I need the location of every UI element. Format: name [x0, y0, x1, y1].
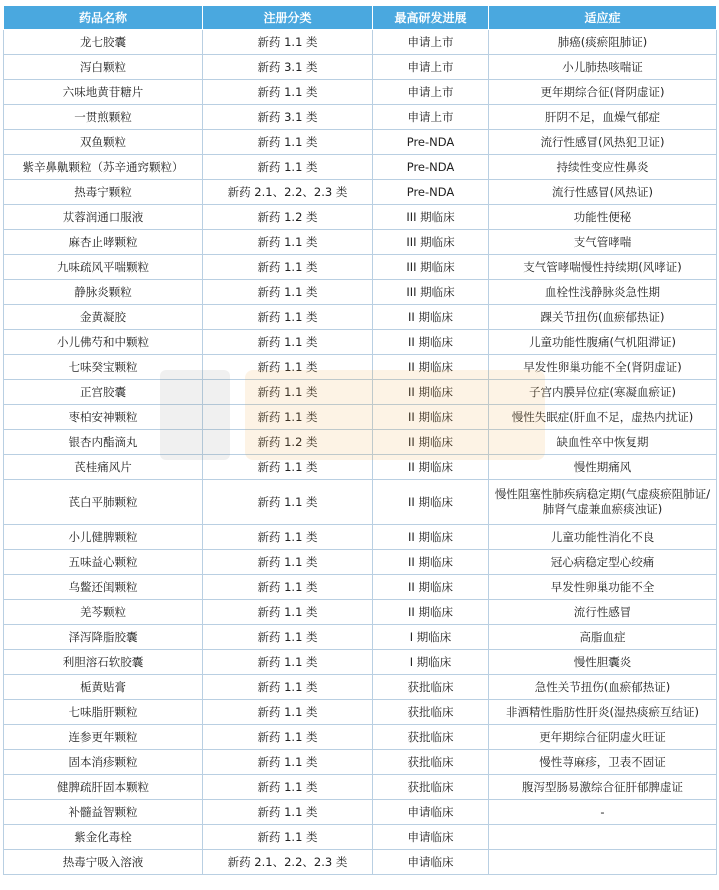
header-drug-name: 药品名称 [4, 6, 203, 30]
cell-registration-class: 新药 1.1 类 [203, 455, 373, 480]
cell-drug-name: 小儿佛芍和中颗粒 [4, 330, 203, 355]
cell-indication: 高脂血症 [489, 625, 717, 650]
cell-indication: 早发性卵巢功能不全 [489, 575, 717, 600]
table-row [4, 205, 717, 230]
cell-drug-name: 健脾疏肝固本颗粒 [4, 775, 203, 800]
table-row [4, 355, 717, 380]
cell-indication: 流行性感冒(风热证) [489, 180, 717, 205]
cell-stage: 获批临床 [373, 775, 489, 800]
table-row [4, 650, 717, 675]
cell-registration-class: 新药 1.1 类 [203, 600, 373, 625]
cell-drug-name: 银杏内酯滴丸 [4, 430, 203, 455]
cell-registration-class: 新药 1.1 类 [203, 650, 373, 675]
cell-stage: III 期临床 [373, 280, 489, 305]
cell-drug-name: 枣柏安神颗粒 [4, 405, 203, 430]
table-row [4, 625, 717, 650]
cell-indication: 子宫内膜异位症(寒凝血瘀证) [489, 380, 717, 405]
cell-indication: 腹泻型肠易激综合征肝郁脾虚证 [489, 775, 717, 800]
cell-indication: 血栓性浅静脉炎急性期 [489, 280, 717, 305]
header-registration-class: 注册分类 [203, 6, 373, 30]
cell-drug-name: 泻白颗粒 [4, 55, 203, 80]
cell-drug-name: 七味癸宝颗粒 [4, 355, 203, 380]
cell-drug-name: 紫辛鼻鼽颗粒（苏辛通窍颗粒） [4, 155, 203, 180]
cell-stage: Pre-NDA [373, 180, 489, 205]
cell-registration-class: 新药 1.2 类 [203, 430, 373, 455]
cell-registration-class: 新药 1.1 类 [203, 330, 373, 355]
cell-stage: II 期临床 [373, 305, 489, 330]
cell-indication: 儿童功能性消化不良 [489, 525, 717, 550]
cell-stage: II 期临床 [373, 525, 489, 550]
cell-registration-class: 新药 1.2 类 [203, 205, 373, 230]
table-row [4, 180, 717, 205]
cell-stage: II 期临床 [373, 330, 489, 355]
cell-drug-name: 九味疏风平喘颗粒 [4, 255, 203, 280]
table-row [4, 850, 717, 875]
cell-stage: 获批临床 [373, 750, 489, 775]
cell-stage: III 期临床 [373, 255, 489, 280]
cell-indication: 慢性失眠症(肝血不足，虚热内扰证) [489, 405, 717, 430]
table-row [4, 455, 717, 480]
cell-drug-name: 七味脂肝颗粒 [4, 700, 203, 725]
cell-stage: Pre-NDA [373, 130, 489, 155]
cell-stage: II 期临床 [373, 550, 489, 575]
cell-drug-name: 静脉炎颗粒 [4, 280, 203, 305]
cell-indication: 更年期综合征阴虚火旺证 [489, 725, 717, 750]
cell-stage: II 期临床 [373, 455, 489, 480]
cell-registration-class: 新药 1.1 类 [203, 480, 373, 525]
cell-registration-class: 新药 1.1 类 [203, 550, 373, 575]
cell-indication: 慢性期痛风 [489, 455, 717, 480]
cell-registration-class: 新药 2.1、2.2、2.3 类 [203, 180, 373, 205]
cell-stage: 申请上市 [373, 55, 489, 80]
cell-indication: 缺血性卒中恢复期 [489, 430, 717, 455]
table-row [4, 130, 717, 155]
cell-indication: 肺癌(痰瘀阻肺证) [489, 30, 717, 55]
cell-drug-name: 热毒宁颗粒 [4, 180, 203, 205]
cell-drug-name: 龙七胶囊 [4, 30, 203, 55]
table-row [4, 775, 717, 800]
cell-drug-name: 羌芩颗粒 [4, 600, 203, 625]
cell-drug-name: 紫金化毒栓 [4, 825, 203, 850]
cell-registration-class: 新药 1.1 类 [203, 130, 373, 155]
cell-drug-name: 泽泻降脂胶囊 [4, 625, 203, 650]
cell-stage: 申请上市 [373, 30, 489, 55]
table-row [4, 380, 717, 405]
cell-registration-class: 新药 1.1 类 [203, 280, 373, 305]
cell-drug-name: 麻杏止哮颗粒 [4, 230, 203, 255]
cell-drug-name: 热毒宁吸入溶液 [4, 850, 203, 875]
cell-drug-name: 六味地黄苷糖片 [4, 80, 203, 105]
cell-registration-class: 新药 1.1 类 [203, 775, 373, 800]
cell-stage: II 期临床 [373, 430, 489, 455]
cell-indication: - [489, 800, 717, 825]
cell-stage: 申请临床 [373, 850, 489, 875]
table-row [4, 750, 717, 775]
cell-stage: II 期临床 [373, 480, 489, 525]
cell-indication: 肝阴不足，血燥气郁症 [489, 105, 717, 130]
cell-drug-name: 一贯煎颗粒 [4, 105, 203, 130]
cell-drug-name: 苁蓉润通口服液 [4, 205, 203, 230]
cell-stage: I 期临床 [373, 650, 489, 675]
table-row [4, 430, 717, 455]
cell-drug-name: 小儿健脾颗粒 [4, 525, 203, 550]
cell-registration-class: 新药 1.1 类 [203, 230, 373, 255]
cell-registration-class: 新药 1.1 类 [203, 30, 373, 55]
table-row [4, 575, 717, 600]
cell-stage: II 期临床 [373, 405, 489, 430]
cell-drug-name: 栀黄贴膏 [4, 675, 203, 700]
cell-stage: 申请临床 [373, 800, 489, 825]
cell-drug-name: 双鱼颗粒 [4, 130, 203, 155]
cell-indication: 流行性感冒 [489, 600, 717, 625]
table-row [4, 725, 717, 750]
drug-pipeline-table [3, 5, 717, 875]
cell-registration-class: 新药 1.1 类 [203, 255, 373, 280]
cell-indication: 流行性感冒(风热犯卫证) [489, 130, 717, 155]
cell-registration-class: 新药 3.1 类 [203, 105, 373, 130]
cell-indication: 支气管哮喘慢性持续期(风哮证) [489, 255, 717, 280]
table-row [4, 330, 717, 355]
cell-indication: 急性关节扭伤(血瘀郁热证) [489, 675, 717, 700]
cell-indication: 慢性荨麻疹，卫表不固证 [489, 750, 717, 775]
table-row [4, 105, 717, 130]
table-row [4, 525, 717, 550]
table-row [4, 280, 717, 305]
cell-indication [489, 825, 717, 850]
cell-stage: II 期临床 [373, 380, 489, 405]
table-row [4, 80, 717, 105]
cell-registration-class: 新药 1.1 类 [203, 155, 373, 180]
cell-drug-name: 乌鳖还闺颗粒 [4, 575, 203, 600]
header-indication: 适应症 [489, 6, 717, 30]
table-row [4, 600, 717, 625]
cell-registration-class: 新药 1.1 类 [203, 305, 373, 330]
cell-registration-class: 新药 1.1 类 [203, 750, 373, 775]
cell-indication: 踝关节扭伤(血瘀郁热证) [489, 305, 717, 330]
cell-indication: 小儿肺热咳喘证 [489, 55, 717, 80]
table-row [4, 800, 717, 825]
table-row [4, 825, 717, 850]
cell-stage: II 期临床 [373, 575, 489, 600]
cell-indication: 支气管哮喘 [489, 230, 717, 255]
table-row [4, 480, 717, 525]
table-row [4, 405, 717, 430]
cell-stage: II 期临床 [373, 600, 489, 625]
cell-stage: I 期临床 [373, 625, 489, 650]
table-row [4, 155, 717, 180]
cell-drug-name: 五味益心颗粒 [4, 550, 203, 575]
cell-registration-class: 新药 1.1 类 [203, 355, 373, 380]
cell-stage: 获批临床 [373, 675, 489, 700]
cell-indication [489, 850, 717, 875]
table-row [4, 550, 717, 575]
table-row [4, 30, 717, 55]
cell-registration-class: 新药 1.1 类 [203, 625, 373, 650]
cell-stage: 申请临床 [373, 825, 489, 850]
cell-indication: 慢性阻塞性肺疾病稳定期(气虚痰瘀阻肺证/肺肾气虚兼血瘀痰浊证) [489, 480, 717, 525]
cell-registration-class: 新药 1.1 类 [203, 80, 373, 105]
cell-registration-class: 新药 2.1、2.2、2.3 类 [203, 850, 373, 875]
cell-indication: 持续性变应性鼻炎 [489, 155, 717, 180]
cell-registration-class: 新药 1.1 类 [203, 575, 373, 600]
cell-registration-class: 新药 1.1 类 [203, 700, 373, 725]
cell-stage: 申请上市 [373, 105, 489, 130]
cell-registration-class: 新药 1.1 类 [203, 380, 373, 405]
cell-indication: 更年期综合征(肾阴虚证) [489, 80, 717, 105]
table-row [4, 55, 717, 80]
cell-indication: 儿童功能性腹痛(气机阻滞证) [489, 330, 717, 355]
cell-indication: 非酒精性脂肪性肝炎(湿热痰瘀互结证) [489, 700, 717, 725]
cell-drug-name: 补髓益智颗粒 [4, 800, 203, 825]
cell-drug-name: 固本消疹颗粒 [4, 750, 203, 775]
cell-stage: III 期临床 [373, 205, 489, 230]
cell-registration-class: 新药 1.1 类 [203, 405, 373, 430]
header-row [4, 6, 717, 30]
cell-stage: III 期临床 [373, 230, 489, 255]
cell-drug-name: 金黄凝胶 [4, 305, 203, 330]
table-row [4, 675, 717, 700]
cell-stage: II 期临床 [373, 355, 489, 380]
cell-stage: Pre-NDA [373, 155, 489, 180]
cell-registration-class: 新药 1.1 类 [203, 825, 373, 850]
table-body [4, 30, 717, 875]
cell-drug-name: 连参更年颗粒 [4, 725, 203, 750]
cell-indication: 冠心病稳定型心绞痛 [489, 550, 717, 575]
cell-drug-name: 芪桂痛风片 [4, 455, 203, 480]
cell-registration-class: 新药 1.1 类 [203, 725, 373, 750]
cell-stage: 申请上市 [373, 80, 489, 105]
cell-drug-name: 正宫胶囊 [4, 380, 203, 405]
cell-stage: 获批临床 [373, 725, 489, 750]
table-row [4, 700, 717, 725]
table-row [4, 305, 717, 330]
header-highest-stage: 最高研发进展 [373, 6, 489, 30]
cell-indication: 慢性胆囊炎 [489, 650, 717, 675]
cell-drug-name: 芪白平肺颗粒 [4, 480, 203, 525]
cell-registration-class: 新药 1.1 类 [203, 675, 373, 700]
cell-drug-name: 利胆溶石软胶囊 [4, 650, 203, 675]
table-row [4, 230, 717, 255]
cell-registration-class: 新药 1.1 类 [203, 800, 373, 825]
cell-stage: 获批临床 [373, 700, 489, 725]
cell-registration-class: 新药 1.1 类 [203, 525, 373, 550]
cell-indication: 早发性卵巢功能不全(肾阴虚证) [489, 355, 717, 380]
cell-indication: 功能性便秘 [489, 205, 717, 230]
cell-registration-class: 新药 3.1 类 [203, 55, 373, 80]
table-row [4, 255, 717, 280]
